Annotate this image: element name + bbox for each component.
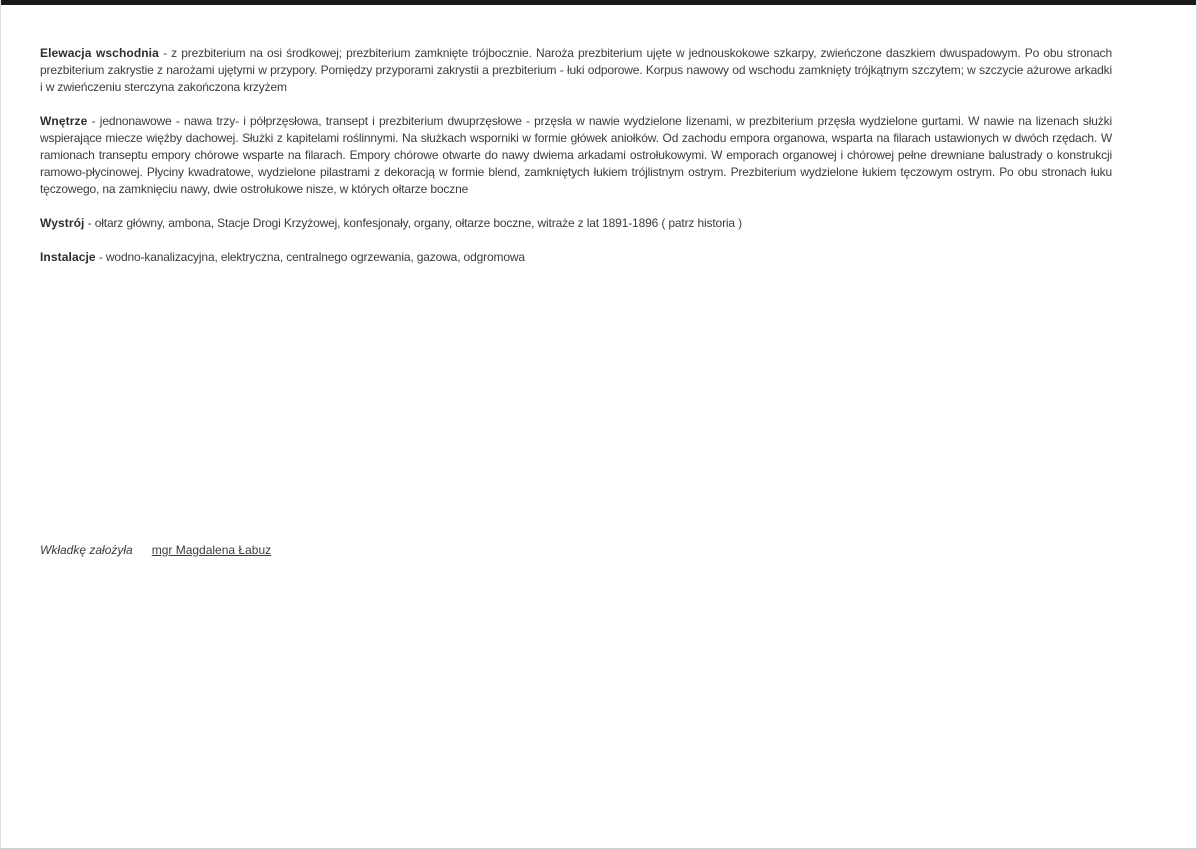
section-label: Wnętrze [40,114,88,128]
section-label: Instalacje [40,250,96,264]
signature-name: mgr Magdalena Łabuz [151,543,272,557]
signature-label: Wkładkę założyła [40,543,133,557]
section-wystroj [40,215,1112,232]
section-instalacje [40,249,1112,266]
section-text: - wodno-kanalizacyjna, elektryczna, centralnego ogrzewania, gazowa, odgromowa [95,250,525,264]
section-label: Elewacja wschodnia [40,46,159,60]
document-body [40,45,1112,283]
section-wnetrze [40,113,1112,198]
section-text: - z prezbiterium na osi środkowej; prezbiterium zamknięte trójbocznie. Naroża prezbiterium ujęte w jednouskokowe szkarpy, zwieńczone daszkiem dwuspadowym. Po obu stronach prezbiterium zakrystie z narożami ujętymi w przypory. Pomiędzy przyporami zakrystii a prezbiterium - łuki odporowe. Korpus nawowy od wschodu zamknięty trójkątnym szczytem; w szczycie ażurowe arkadki i w zwieńczeniu sterczyna zakończona krzyżem [40,46,1112,94]
scan-left-edge [0,0,1,850]
section-text: - jednonawowe - nawa trzy- i półprzęsłowa, transept i prezbiterium dwuprzęsłowe - przęsła w nawie wydzielone lizenami, w prezbiterium przęsła wydzielone gurtami. W nawie na lizenach służki wspierające miecze więźby dachowej. Służki z kapitelami roślinnymi. Na służkach wsporniki w formie główek aniołków. Od zachodu empora organowa, wsparta na filarach ustawionych w dwóch rzędach. W ramionach transeptu empory chórowe wsparte na filarach. Empory chórowe otwarte do nawy dwiema arkadami ostrołukowymi. W emporach organowej i chórowej pełne drewniane balustrady o konstrukcji ramowo-płycinowej. Płyciny kwadratowe, wydzielone pilastrami z dekoracją w formie blend, zamkniętych łukiem trójlistnym ostrym. Prezbiterium wydzielone łukiem tęczowym ostrym. Po obu stronach łuku tęczowego, na zamknięciu nawy, dwie ostrołukowe nisze, w których ołtarze boczne [40,114,1112,196]
section-text: - ołtarz główny, ambona, Stacje Drogi Krzyżowej, konfesjonały, organy, ołtarze boczne, witraże z lat 1891-1896 ( patrz historia ) [84,216,742,230]
signature-line [40,543,271,557]
section-elewacja-wschodnia [40,45,1112,96]
section-label: Wystrój [40,216,85,230]
scan-top-border [0,0,1198,5]
